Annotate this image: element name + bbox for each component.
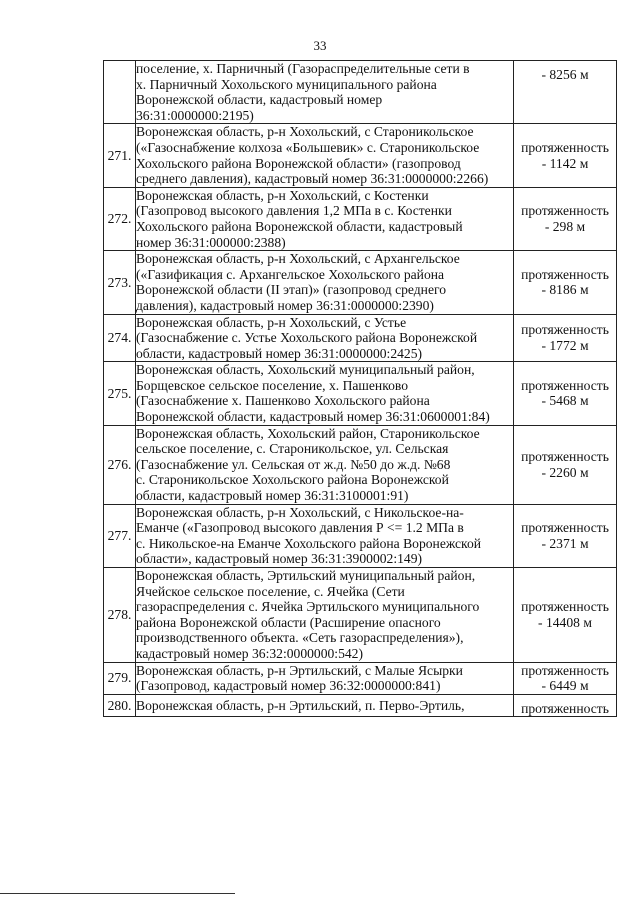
row-number: 276. [104,425,136,504]
registry-table-body [104,61,617,717]
table-row [104,362,617,425]
description-line: давления), кадастровый номер 36:31:0000000:2390) [136,297,434,313]
description-line: Ячейское сельское поселение, с. Ячейка (Сети [136,583,405,599]
length-line: протяженность [521,662,609,678]
object-length [514,425,617,504]
description-line: (Газоснабжение с. Устье Хохольского района Воронежской [136,330,478,346]
object-description [136,251,514,314]
description-line: Еманче («Газопровод высокого давления Р <= 1.2 МПа в [136,520,464,536]
description-line: области», кадастровый номер 36:31:3900002:149) [136,551,423,567]
object-length [514,662,617,694]
row-number: 275. [104,362,136,425]
length-line: - 298 м [544,218,586,234]
description-line: Воронежской области, кадастровый номер [136,92,383,108]
registry-table [103,60,617,717]
description-line: Воронежской области, кадастровый номер 36:31:0600001:84) [136,409,490,425]
row-number: 279. [104,662,136,694]
description-line: среднего давления), кадастровый номер 36:31:0000000:2266) [136,171,489,187]
length-line: протяженность [521,322,609,338]
description-line: Воронежской области (II этап)» (газопровод среднего [136,282,447,298]
object-description [136,568,514,663]
description-line: Воронежская область, Эртильский муниципальный район, [136,568,476,583]
object-length [514,61,617,124]
table-row [104,662,617,694]
object-length [514,124,617,187]
description-line: номер 36:31:000000:2388) [136,234,286,250]
row-number: 277. [104,504,136,567]
description-line: Хохольского района Воронежской области» (газопровод [136,155,461,171]
description-line: Воронежская область, р-н Эртильский, п. Перво-Эртиль, [136,697,465,713]
length-line: - 8186 м [541,282,589,298]
table-row [104,425,617,504]
row-number: 273. [104,251,136,314]
length-line: - 1772 м [541,337,589,353]
length-line: - 14408 м [538,614,592,630]
description-line: газораспределения с. Ячейка Эртильского муниципального [136,599,480,615]
description-line: (Газопровод высокого давления 1,2 МПа в с. Костенки [136,203,452,219]
length-line: - 2371 м [541,535,589,551]
page-number: 33 [313,38,327,53]
description-line: («Газоснабжение колхоза «Большевик» с. Староникольское [136,139,480,155]
description-line: (Газоснабжение х. Пашенково Хохольского района [136,393,430,409]
length-line: протяженность [521,377,609,393]
row-number: 271. [104,124,136,187]
object-description [136,694,514,717]
description-line: Воронежская область, р-н Хохольский, с Устье [136,314,407,330]
description-line: Воронежская область, р-н Хохольский, с Староникольское [136,124,474,140]
object-length [514,314,617,362]
description-line: Воронежская область, р-н Хохольский, с Костенки [136,187,429,203]
object-description [136,187,514,250]
description-line: («Газификация с. Архангельское Хохольского района [136,266,445,282]
object-description [136,504,514,567]
table-row [104,187,617,250]
object-length [514,362,617,425]
description-line: Воронежская область, р-н Эртильский, с Малые Ясырки [136,662,463,678]
length-line: протяженность [521,139,609,155]
length-line: протяженность [521,203,609,219]
row-number: 274. [104,314,136,362]
description-line: 36:31:0000000:2195) [136,107,254,123]
row-number: 272. [104,187,136,250]
object-description [136,124,514,187]
length-line: протяженность [521,266,609,282]
description-line: Воронежская область, р-н Хохольский, с Никольское-на- [136,504,464,520]
table-row [104,504,617,567]
description-line: Воронежская область, р-н Хохольский, с Архангельское [136,251,460,267]
table-row [104,124,617,187]
object-description [136,362,514,425]
description-line: области, кадастровый номер 36:31:3100001:91) [136,488,409,504]
row-number: 278. [104,568,136,663]
description-line: с. Никольское-на Еманче Хохольского района Воронежской [136,535,482,551]
description-line: сельское поселение, с. Староникольское, ул. Сельская [136,441,449,457]
object-length [514,694,617,717]
table-row [104,61,617,124]
description-line: Борщевское сельское поселение, х. Пашенково [136,377,409,393]
object-length [514,504,617,567]
length-line: - 2260 м [541,464,589,480]
length-line: протяженность [521,700,609,716]
length-line: протяженность [521,599,609,615]
table-row [104,568,617,663]
object-description [136,314,514,362]
description-line: производственного объекта. «Сеть газораспределения»), [136,630,464,646]
length-line: протяженность [521,449,609,465]
object-description [136,662,514,694]
object-description [136,425,514,504]
description-line: района Воронежской области (Расширение опасного [136,614,441,630]
table-row [104,314,617,362]
description-line: х. Парничный Хохольского муниципального района [136,76,437,92]
row-number: 280. [104,694,136,717]
description-line: (Газопровод, кадастровый номер 36:32:0000000:841) [136,678,441,694]
footer-divider [0,893,235,894]
row-number [104,61,136,124]
description-line: Хохольского района Воронежской области, кадастровый [136,218,463,234]
object-length [514,187,617,250]
length-line: - 6449 м [541,678,589,694]
object-description [136,61,514,124]
description-line: области, кадастровый номер 36:31:0000000:2425) [136,345,423,361]
description-line: с. Староникольское Хохольского района Воронежской [136,472,449,488]
description-line: кадастровый номер 36:32:0000000:542) [136,645,363,661]
length-line: протяженность [521,520,609,536]
description-line: поселение, х. Парничный (Газораспределительные сети в [136,61,470,76]
description-line: (Газоснабжение ул. Сельская от ж.д. №50 до ж.д. №68 [136,456,451,472]
description-line: Воронежская область, Хохольский район, Староникольское [136,425,480,441]
table-row [104,694,617,717]
length-line: - 5468 м [541,393,589,409]
table-row [104,251,617,314]
length-line: - 8256 м [541,67,589,82]
length-line: - 1142 м [541,155,589,171]
object-length [514,251,617,314]
object-length [514,568,617,663]
description-line: Воронежская область, Хохольский муниципальный район, [136,362,475,378]
